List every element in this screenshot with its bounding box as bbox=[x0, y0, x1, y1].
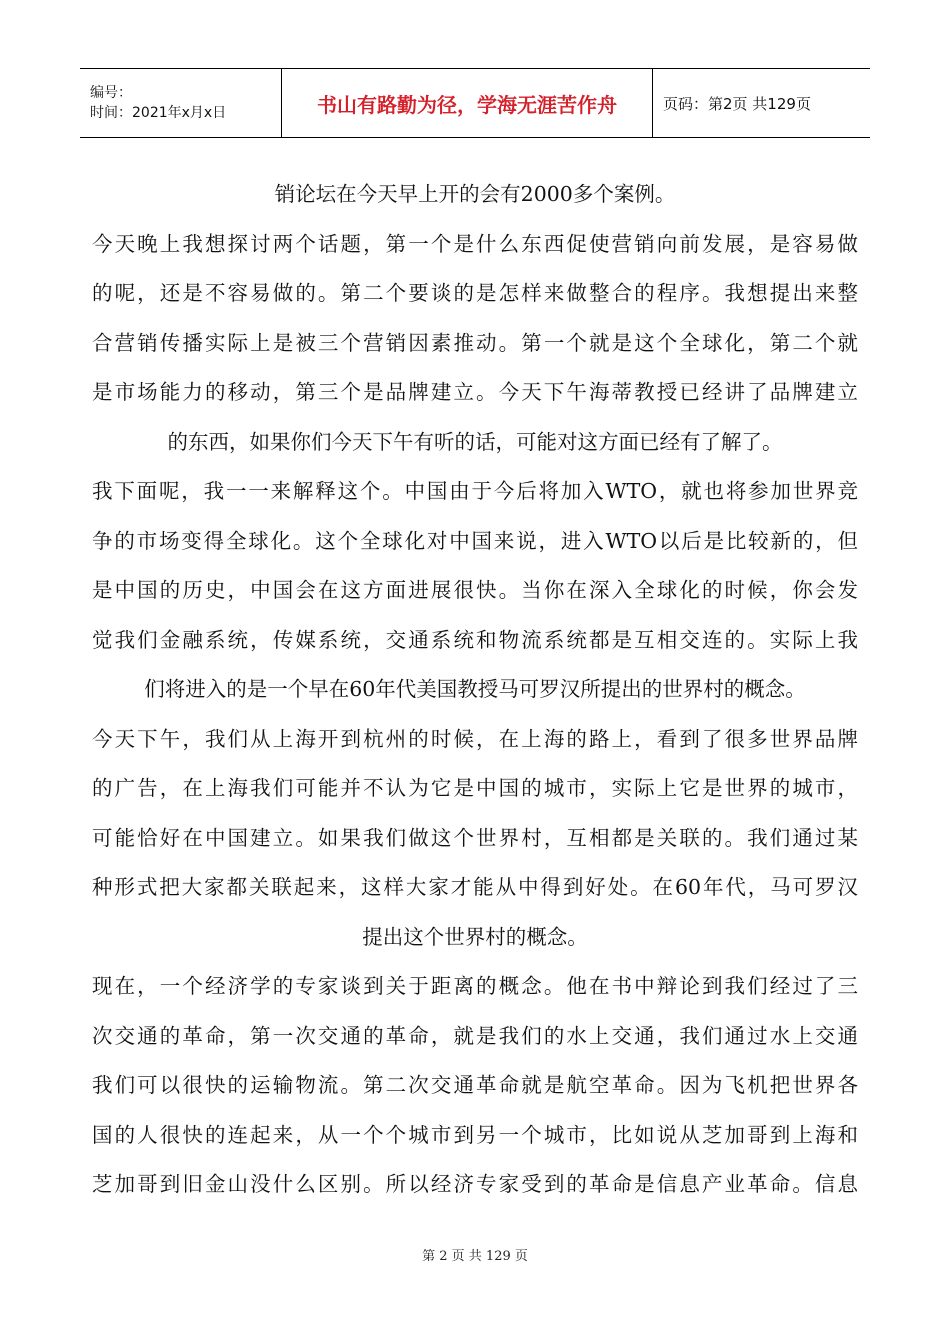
text-line: 可能恰好在中国建立。如果我们做这个世界村，互相都是关联的。我们通过某 bbox=[92, 825, 858, 850]
text-line: 觉我们金融系统，传媒系统，交通系统和物流系统都是互相交连的。实际上我 bbox=[92, 627, 858, 652]
paragraph bbox=[92, 665, 858, 715]
text-line: 现在，一个经济学的专家谈到关于距离的概念。他在书中辩论到我们经过了三 bbox=[92, 974, 858, 998]
text-line: 争的市场变得全球化。这个全球化对中国来说，进入WTO以后是比较新的，但 bbox=[92, 528, 858, 553]
document-header bbox=[80, 68, 870, 138]
text-line: 我下面呢，我一一来解释这个。中国由于今后将加入WTO，就也将参加世界竞 bbox=[92, 479, 858, 503]
header-meta bbox=[80, 69, 281, 137]
paragraph bbox=[92, 467, 858, 665]
text-line: 的广告，在上海我们可能并不认为它是中国的城市，实际上它是世界的城市， bbox=[92, 776, 858, 800]
paragraph bbox=[92, 913, 858, 963]
motto-text: 书山有路勤为径，学海无涯苦作舟 bbox=[317, 92, 617, 117]
text-line: 们将进入的是一个早在60年代美国教授马可罗汉所提出的世界村的概念。 bbox=[144, 677, 806, 701]
document-time-label: 时间：2021年x月x日 bbox=[90, 105, 227, 121]
text-line: 是市场能力的移动，第三个是品牌建立。今天下午海蒂教授已经讲了品牌建立 bbox=[92, 380, 858, 404]
text-line: 提出这个世界村的概念。 bbox=[362, 924, 588, 949]
header-page-info bbox=[653, 69, 870, 137]
document-body bbox=[92, 170, 858, 1210]
paragraph bbox=[92, 418, 858, 468]
text-line: 今天晚上我想探讨两个话题，第一个是什么东西促使营销向前发展，是容易做 bbox=[92, 231, 858, 256]
text-line: 是中国的历史，中国会在这方面进展很快。当你在深入全球化的时候，你会发 bbox=[92, 578, 858, 602]
text-line: 种形式把大家都关联起来，这样大家才能从中得到好处。在60年代，马可罗汉 bbox=[92, 875, 858, 899]
text-line: 的东西，如果你们今天下午有听的话，可能对这方面已经有了解了。 bbox=[167, 429, 783, 454]
paragraph bbox=[92, 715, 858, 913]
paragraph bbox=[92, 220, 858, 418]
page-footer: 第 2 页 共 129 页 bbox=[422, 1249, 528, 1264]
text-line: 销论坛在今天早上开的会有2000多个案例。 bbox=[274, 182, 676, 206]
paragraph bbox=[92, 962, 858, 1210]
text-line: 的呢，还是不容易做的。第二个要谈的是怎样来做整合的程序。我想提出来整 bbox=[92, 281, 858, 305]
page-number-label: 页码：第2页 共129页 bbox=[663, 94, 811, 113]
paragraph bbox=[92, 170, 858, 220]
document-number-label: 编号： bbox=[90, 85, 132, 101]
text-line: 国的人很快的连起来，从一个个城市到另一个城市，比如说从芝加哥到上海和 bbox=[92, 1122, 858, 1147]
header-motto bbox=[281, 69, 653, 137]
text-line: 我们可以很快的运输物流。第二次交通革命就是航空革命。因为飞机把世界各 bbox=[92, 1073, 858, 1097]
text-line: 合营销传播实际上是被三个营销因素推动。第一个就是这个全球化，第二个就 bbox=[92, 330, 858, 355]
text-line: 芝加哥到旧金山没什么区别。所以经济专家受到的革命是信息产业革命。信息 bbox=[92, 1172, 858, 1196]
text-line: 次交通的革命，第一次交通的革命，就是我们的水上交通，我们通过水上交通 bbox=[92, 1023, 858, 1048]
text-line: 今天下午，我们从上海开到杭州的时候，在上海的路上，看到了很多世界品牌 bbox=[92, 726, 858, 751]
